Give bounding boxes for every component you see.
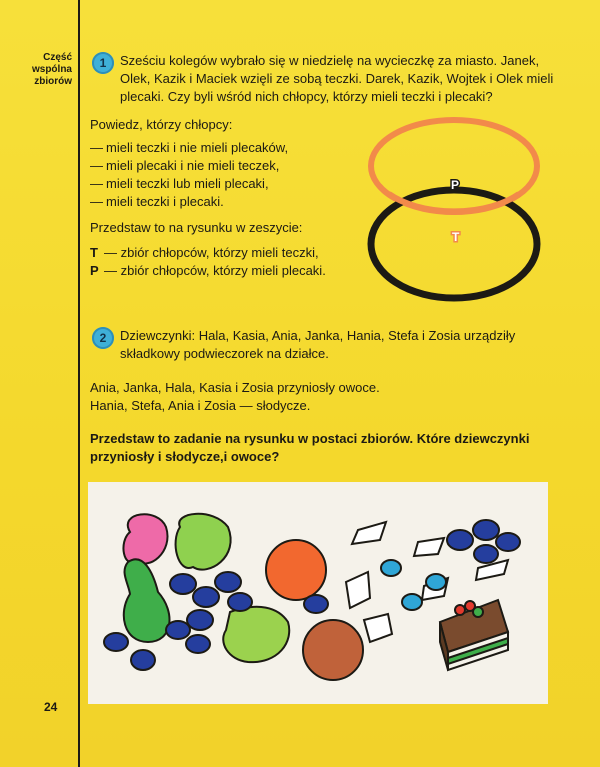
white-candy-icon [414, 538, 444, 556]
list-item-text: mieli teczki i nie mieli plecaków, [106, 140, 289, 155]
dash-marker: — [90, 158, 103, 173]
section-title: Część wspólna zbiorów [31, 52, 72, 87]
cake-slice-icon [440, 600, 508, 670]
list-item-text: mieli teczki i plecaki. [106, 194, 224, 209]
plum-icon [496, 533, 520, 551]
pink-apple-icon [123, 514, 167, 563]
task-2-paragraph: Dziewczynki: Hala, Kasia, Ania, Janka, Hania, Stefa i Zosia urządziły składkowy podwieczorek na działce. [120, 328, 516, 361]
definition-key: P [90, 263, 99, 278]
plum-icon [473, 520, 499, 540]
task-1-list [90, 139, 360, 211]
blue-candy-icon [426, 574, 446, 590]
definition-key: T [90, 245, 98, 260]
venn-label-p: P [451, 178, 460, 192]
pear-icon [124, 559, 170, 642]
margin-line [78, 0, 80, 767]
task-2-question: Przedstaw to zadanie na rysunku w postaci zbiorów. Które dziewczynki przyniosły i słodycze,i owoce? [90, 431, 530, 464]
green-pear-icon [223, 607, 289, 662]
dash-marker: — [90, 176, 103, 191]
plum-icon [474, 545, 498, 563]
plum-icon [131, 650, 155, 670]
list-item [90, 193, 360, 211]
plum-icon [170, 574, 196, 594]
page-number: 24 [44, 700, 58, 714]
plum-icon [104, 633, 128, 651]
list-item [90, 175, 360, 193]
venn-diagram [365, 110, 555, 306]
list-item [90, 139, 360, 157]
plum-icon [193, 587, 219, 607]
blue-candy-group [381, 560, 446, 610]
blue-candy-icon [402, 594, 422, 610]
task-1-paragraph: Sześciu kolegów wybrało się w niedzielę na wycieczkę za miasto. Janek, Olek, Kazik i Maciek wzięli ze sobą teczki. Darek, Kazik, Wojtek i Olek mieli plecaki. Czy byli wśród nich chłopcy, którzy mieli teczki i plecaki? [120, 53, 554, 104]
task-2-line-sweets: Hania, Stefa, Ania i Zosia — słodycze. [90, 398, 311, 413]
task-2-number-badge: 2 [92, 327, 114, 349]
task-1-number-badge: 1 [92, 52, 114, 74]
list-item-text: mieli plecaki i nie mieli teczek, [106, 158, 280, 173]
green-apple-icon [176, 514, 231, 570]
plum-icon [215, 572, 241, 592]
set-definitions [90, 244, 380, 280]
list-item [90, 157, 360, 175]
plum-icon [166, 621, 190, 639]
white-candy-icon [346, 572, 370, 608]
venn-label-t: T [452, 230, 460, 244]
definition-text: — zbiór chłopców, którzy mieli plecaki. [104, 263, 326, 278]
plum-icon [304, 595, 328, 613]
task-2-line-fruit: Ania, Janka, Hala, Kasia i Zosia przyniosły owoce. [90, 380, 380, 395]
plum-icon [228, 593, 252, 611]
fruit-and-sweets-illustration [88, 482, 548, 704]
black-ring-t [371, 190, 537, 298]
dash-marker: — [90, 140, 103, 155]
list-item-text: mieli teczki lub mieli plecaki, [106, 176, 269, 191]
plum-icon [447, 530, 473, 550]
dash-marker: — [90, 194, 103, 209]
blue-candy-icon [381, 560, 401, 576]
plum-icon [187, 610, 213, 630]
white-candy-icon [364, 614, 392, 642]
brown-apple-icon [303, 620, 363, 680]
task-1-prompt: Powiedz, którzy chłopcy: [90, 117, 233, 132]
illustration-drawing [88, 482, 548, 704]
white-candy-icon [352, 522, 386, 544]
definition-t [90, 244, 380, 262]
red-apple-icon [266, 540, 326, 600]
definition-text: — zbiór chłopców, którzy mieli teczki, [104, 245, 319, 260]
draw-instruction: Przedstaw to na rysunku w zeszycie: [90, 220, 303, 235]
plum-icon [186, 635, 210, 653]
definition-p [90, 262, 380, 280]
